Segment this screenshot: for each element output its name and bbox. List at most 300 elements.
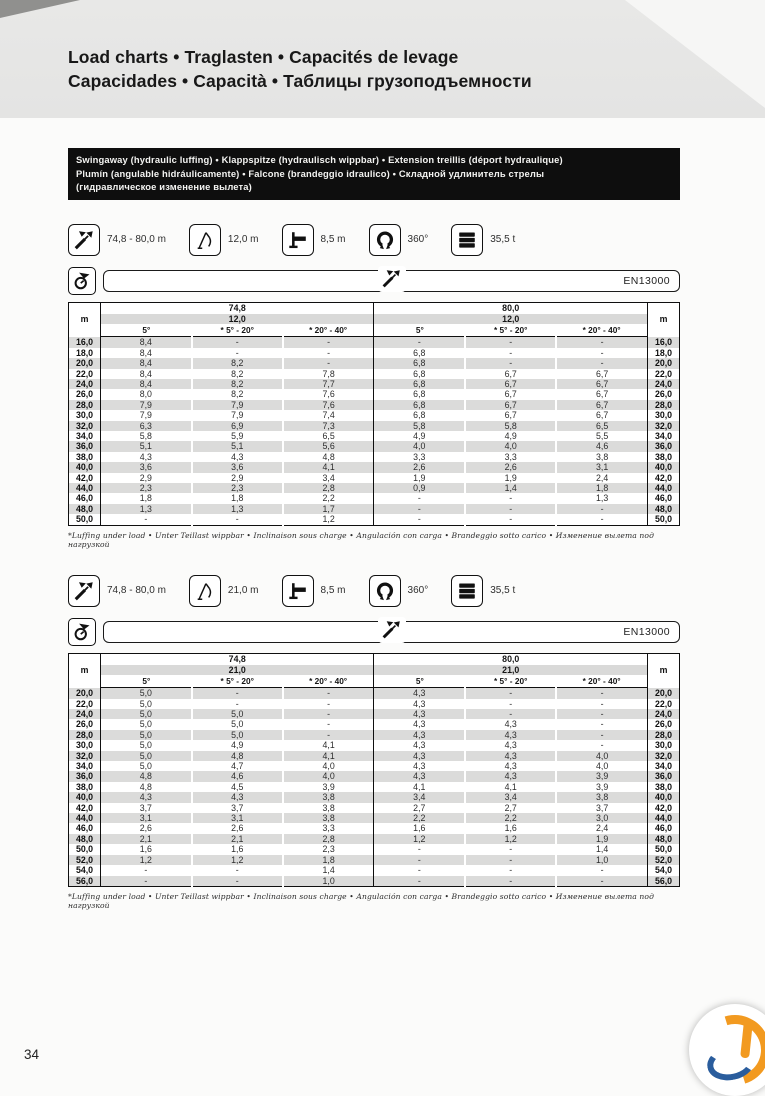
capacity-cell: - [465, 699, 556, 709]
radius-label: 46,0 [648, 493, 680, 503]
swingaway-boom-icon [378, 266, 406, 292]
capacity-cell: 5,1 [101, 441, 192, 451]
angle-header: * 20° - 40° [556, 324, 647, 337]
capacity-cell: 8,4 [139, 347, 152, 358]
table-row [69, 379, 680, 389]
capacity-cell: 6,8 [374, 358, 465, 368]
capacity-cell: 1,2 [465, 834, 556, 844]
table-row [69, 514, 680, 525]
standard-bar [103, 621, 680, 643]
capacity-cell: 4,6 [556, 441, 647, 451]
capacity-cell: 2,4 [556, 823, 647, 833]
radius-label: 52,0 [69, 855, 101, 865]
table-row [69, 452, 680, 462]
capacity-cell: - [101, 876, 192, 887]
capacity-cell: 2,4 [556, 473, 647, 483]
boom-extension-icon [68, 575, 100, 607]
table-row [69, 823, 680, 833]
capacity-cell: - [192, 876, 283, 887]
capacity-cell: 1,6 [374, 823, 465, 833]
capacity-cell: 2,3 [283, 844, 374, 854]
capacity-cell: 4,3 [465, 771, 556, 781]
angle-header: * 5° - 20° [465, 324, 556, 337]
radius-label: 28,0 [648, 730, 680, 740]
capacity-cell: 4,3 [465, 761, 556, 771]
capacity-cell: 8,4 [139, 368, 152, 379]
page-number: 34 [24, 1047, 40, 1062]
capacity-cell: 7,4 [283, 410, 374, 420]
boom-extension-icon [68, 224, 100, 256]
standard-bar [103, 270, 680, 292]
capacity-cell: 4,3 [139, 451, 152, 462]
capacity-cell: 3,1 [556, 462, 647, 472]
radius-label: 42,0 [648, 473, 680, 483]
capacity-cell: 4,5 [192, 782, 283, 792]
capacity-cell: 0,9 [374, 483, 465, 493]
banner-line1: Swingaway (hydraulic luffing) • Klappspitze (hydraulisch wippbar) • Extension treillis (déport hydraulique) [76, 154, 563, 165]
load-table [68, 653, 680, 887]
capacity-cell: 3,8 [283, 813, 374, 823]
table-row [69, 493, 680, 503]
capacity-cell: 3,9 [283, 782, 374, 792]
capacity-cell: 4,1 [283, 751, 374, 761]
capacity-cell: - [144, 514, 148, 525]
capacity-cell: 4,8 [101, 771, 192, 781]
boom-length-header: 80,0 [374, 302, 648, 314]
capacity-cell: 2,6 [139, 823, 152, 834]
capacity-cell: 1,9 [374, 473, 465, 483]
capacity-cell: - [556, 688, 647, 699]
capacity-cell: 5,0 [101, 709, 192, 719]
table-row [69, 751, 680, 761]
load-chart-section [68, 224, 680, 549]
boom-length-header: 80,0 [374, 653, 648, 665]
jib-length-header: 12,0 [374, 314, 648, 325]
spec-value: 74,8 - 80,0 m [107, 585, 166, 597]
spec-item [68, 575, 166, 607]
capacity-cell: - [556, 709, 647, 719]
capacity-cell: 6,7 [465, 369, 556, 379]
radius-label: 50,0 [648, 844, 680, 854]
radius-label: 30,0 [69, 740, 101, 750]
capacity-cell: - [374, 493, 465, 503]
capacity-cell: 4,3 [465, 719, 556, 729]
load-table-body [69, 337, 680, 525]
radius-label: 40,0 [648, 792, 680, 802]
capacity-cell: 4,0 [283, 761, 374, 771]
capacity-cell: - [465, 709, 556, 719]
radius-label: 36,0 [648, 771, 680, 781]
capacity-cell: 5,0 [139, 761, 152, 772]
table-row [69, 876, 680, 887]
capacity-cell: 1,6 [139, 844, 152, 855]
capacity-cell: - [465, 865, 556, 875]
configuration-banner [68, 148, 680, 200]
radius-label: 44,0 [648, 483, 680, 493]
capacity-cell: 3,7 [139, 802, 152, 813]
capacity-cell: 6,3 [101, 421, 192, 431]
angle-header-row [69, 675, 680, 688]
footnote: *Luffing under load • Unter Teillast wippbar • Inclinaison sous charge • Angulación con carga • Brandeggio sotto carico • Изменение вылета под нагрузкой [68, 530, 654, 549]
spec-value: 12,0 m [227, 234, 259, 246]
capacity-cell: 2,1 [101, 834, 192, 844]
standard-row [68, 618, 680, 646]
table-row [69, 719, 680, 729]
capacity-cell: 2,1 [192, 834, 283, 844]
capacity-cell: 1,3 [192, 504, 283, 514]
outrigger-base-icon [282, 575, 314, 607]
standard-label: EN13000 [623, 274, 670, 287]
radius-label: 18,0 [648, 348, 680, 358]
capacity-cell: 4,3 [465, 740, 556, 750]
radius-label: 44,0 [69, 483, 101, 493]
slew-range-icon [369, 224, 401, 256]
boom-header-row [69, 653, 680, 665]
capacity-cell: 8,0 [139, 389, 152, 400]
capacity-cell: - [465, 348, 556, 358]
table-row [69, 389, 680, 399]
capacity-cell: 3,4 [374, 792, 465, 802]
radius-label: 22,0 [648, 699, 680, 709]
capacity-cell: - [374, 865, 465, 875]
radius-label: 26,0 [69, 389, 101, 399]
capacity-cell: 4,3 [374, 688, 465, 699]
banner-line2: Plumín (angulable hidráulicamente) • Falcone (brandeggio idraulico) • Складной удлинитель стрелы [76, 167, 545, 179]
capacity-cell: - [556, 730, 647, 740]
capacity-cell: 6,7 [556, 400, 647, 410]
capacity-cell: 5,8 [374, 421, 465, 431]
page-title-line1: Load charts • Traglasten • Capacités de levage [68, 47, 459, 67]
radius-label: 22,0 [648, 369, 680, 379]
radius-label: 26,0 [648, 389, 680, 399]
jib-header-row [69, 314, 680, 325]
angle-header: * 20° - 40° [283, 675, 374, 688]
capacity-cell: 5,5 [556, 431, 647, 441]
table-row [69, 369, 680, 379]
capacity-cell: 2,6 [465, 462, 556, 472]
capacity-cell: 8,2 [192, 369, 283, 379]
capacity-cell: 4,3 [374, 699, 465, 709]
capacity-cell: 6,7 [465, 400, 556, 410]
counterweight-icon [451, 575, 483, 607]
angle-header: * 20° - 40° [556, 675, 647, 688]
scan-corner-light [565, 0, 765, 108]
capacity-cell: 5,0 [101, 688, 192, 699]
capacity-cell: 6,7 [556, 369, 647, 379]
capacity-cell: 4,3 [374, 771, 465, 781]
capacity-cell: 4,0 [556, 761, 647, 771]
capacity-cell: - [283, 337, 374, 348]
jib-length-header: 12,0 [101, 314, 374, 325]
capacity-cell: - [144, 865, 148, 876]
capacity-cell: 7,6 [283, 389, 374, 399]
radius-label: 46,0 [648, 823, 680, 833]
capacity-cell: 4,1 [283, 740, 374, 750]
angle-header-row [69, 324, 680, 337]
capacity-cell: 5,0 [139, 719, 152, 730]
spec-item [189, 575, 259, 607]
radius-label: 46,0 [69, 823, 101, 833]
capacity-cell: 4,3 [374, 709, 465, 719]
table-row [69, 771, 680, 781]
capacity-cell: 6,8 [374, 400, 465, 410]
radius-label: 34,0 [69, 761, 101, 771]
capacity-cell: 4,0 [283, 771, 374, 781]
table-row [69, 504, 680, 514]
capacity-cell: - [192, 514, 283, 525]
capacity-cell: 5,0 [101, 730, 192, 740]
page-title-line2: Capacidades • Capacità • Таблицы грузоподъемности [68, 70, 532, 91]
capacity-cell: 3,3 [283, 823, 374, 833]
capacity-cell: 7,3 [283, 421, 374, 431]
capacity-cell: - [192, 688, 283, 699]
table-row [69, 483, 680, 493]
capacity-cell: 4,3 [465, 730, 556, 740]
radius-label: 32,0 [648, 751, 680, 761]
capacity-cell: 4,9 [465, 431, 556, 441]
capacity-cell: 3,4 [283, 473, 374, 483]
table-row [69, 421, 680, 431]
capacity-cell: 4,3 [101, 792, 192, 802]
capacity-cell: 6,7 [556, 389, 647, 399]
capacity-cell: 6,7 [556, 410, 647, 420]
capacity-cell: - [465, 493, 556, 503]
capacity-cell: - [374, 876, 465, 887]
boom-header-row [69, 302, 680, 314]
radius-label: 38,0 [69, 452, 101, 462]
capacity-cell: 7,6 [283, 400, 374, 410]
spec-item [68, 224, 166, 256]
luffing-jib-icon [189, 575, 221, 607]
capacity-cell: 1,2 [192, 855, 283, 865]
capacity-cell: 5,0 [192, 719, 283, 729]
capacity-cell: - [465, 844, 556, 854]
table-row [69, 699, 680, 709]
capacity-cell: - [283, 730, 374, 740]
angle-header: * 5° - 20° [465, 675, 556, 688]
capacity-cell: 1,3 [556, 493, 647, 503]
jib-length-header: 21,0 [374, 665, 648, 676]
radius-label: 28,0 [69, 400, 101, 410]
radius-label: 42,0 [69, 803, 101, 813]
capacity-cell: 8,4 [101, 358, 192, 368]
radius-label: 18,0 [69, 348, 101, 358]
capacity-cell: 3,6 [101, 462, 192, 472]
table-row [69, 813, 680, 823]
radius-label: 32,0 [69, 751, 101, 761]
capacity-cell: 2,8 [283, 483, 374, 493]
banner-line3: (гидравлическое изменение вылета) [76, 181, 252, 193]
table-row [69, 709, 680, 719]
capacity-cell: - [556, 865, 647, 875]
capacity-cell: 1,8 [556, 483, 647, 493]
spec-row [68, 224, 680, 256]
capacity-cell: 6,7 [556, 379, 647, 389]
capacity-cell: 1,2 [283, 514, 374, 525]
capacity-cell: 4,3 [374, 740, 465, 750]
capacity-cell: 4,1 [374, 782, 465, 792]
table-row [69, 761, 680, 771]
capacity-cell: 1,6 [465, 823, 556, 833]
capacity-cell: 3,6 [192, 462, 283, 472]
spec-value: 74,8 - 80,0 m [107, 234, 166, 246]
capacity-cell: 4,3 [374, 761, 465, 771]
capacity-cell: - [283, 709, 374, 719]
capacity-cell: - [192, 865, 283, 875]
capacity-cell: 3,1 [101, 813, 192, 823]
angle-header: * 5° - 20° [192, 675, 283, 688]
capacity-cell: 4,3 [192, 452, 283, 462]
capacity-cell: 3,9 [556, 771, 647, 781]
capacity-cell: 2,2 [465, 813, 556, 823]
radius-label: 24,0 [648, 379, 680, 389]
capacity-cell: 2,2 [374, 813, 465, 823]
capacity-cell: - [465, 337, 556, 348]
radius-label: 50,0 [69, 514, 101, 525]
capacity-cell: 3,7 [192, 803, 283, 813]
load-table [68, 302, 680, 526]
radius-label: 36,0 [69, 441, 101, 451]
capacity-cell: 2,8 [283, 834, 374, 844]
radius-label: 50,0 [69, 844, 101, 854]
capacity-cell: 5,0 [101, 751, 192, 761]
capacity-cell: - [192, 337, 283, 348]
capacity-cell: - [374, 514, 465, 525]
capacity-cell: 3,7 [556, 803, 647, 813]
capacity-cell: 4,8 [192, 751, 283, 761]
capacity-cell: - [556, 514, 647, 525]
capacity-cell: 7,9 [192, 400, 283, 410]
radius-label: 32,0 [648, 421, 680, 431]
load-moment-limiter-icon [68, 267, 96, 295]
radius-label: 20,0 [69, 358, 101, 368]
angle-header: 5° [101, 324, 192, 337]
footnote: *Luffing under load • Unter Teillast wippbar • Inclinaison sous charge • Angulación con carga • Brandeggio sotto carico • Изменение вылета под нагрузкой [68, 891, 654, 910]
radius-label: 28,0 [69, 730, 101, 740]
capacity-cell: 4,8 [139, 781, 152, 792]
capacity-cell: 1,8 [139, 493, 152, 504]
radius-label: 38,0 [648, 452, 680, 462]
capacity-cell: 3,1 [192, 813, 283, 823]
spec-value: 35,5 t [490, 585, 516, 597]
radius-unit-header: m [69, 653, 101, 688]
capacity-cell: - [192, 348, 283, 358]
capacity-cell: 6,8 [374, 410, 465, 420]
capacity-cell: 3,8 [283, 803, 374, 813]
capacity-cell: 2,6 [192, 823, 283, 833]
radius-label: 34,0 [648, 761, 680, 771]
capacity-cell: - [283, 719, 374, 729]
capacity-cell: - [192, 699, 283, 709]
table-row [69, 400, 680, 410]
capacity-cell: 4,9 [374, 431, 465, 441]
jib-header-row [69, 665, 680, 676]
capacity-cell: 4,1 [283, 462, 374, 472]
radius-label: 42,0 [69, 473, 101, 483]
table-row [69, 792, 680, 802]
radius-label: 50,0 [648, 514, 680, 525]
spec-value: 21,0 m [227, 585, 259, 597]
spec-item [369, 224, 429, 256]
table-row [69, 865, 680, 875]
capacity-cell: - [556, 876, 647, 887]
radius-label: 30,0 [69, 410, 101, 420]
capacity-cell: 6,8 [374, 389, 465, 399]
capacity-cell: 5,0 [192, 709, 283, 719]
spec-value: 360° [407, 234, 429, 246]
capacity-cell: 4,7 [192, 761, 283, 771]
luffing-jib-icon [189, 224, 221, 256]
radius-unit-header: m [69, 302, 101, 337]
capacity-cell: - [465, 876, 556, 887]
capacity-cell: 2,3 [101, 483, 192, 493]
radius-label: 54,0 [69, 865, 101, 875]
capacity-cell: 6,8 [374, 379, 465, 389]
radius-label: 38,0 [648, 782, 680, 792]
capacity-cell: 8,2 [192, 389, 283, 399]
spec-row [68, 575, 680, 607]
table-row [69, 441, 680, 451]
capacity-cell: - [556, 348, 647, 358]
capacity-cell: - [556, 740, 647, 750]
radius-label: 44,0 [648, 813, 680, 823]
table-row [69, 740, 680, 750]
radius-unit-header: m [648, 653, 680, 688]
table-row [69, 348, 680, 358]
capacity-cell: 8,4 [101, 337, 192, 348]
capacity-cell: 7,7 [283, 379, 374, 389]
radius-label: 48,0 [648, 834, 680, 844]
capacity-cell: 4,3 [374, 719, 465, 729]
capacity-cell: - [283, 688, 374, 699]
capacity-cell: - [283, 348, 374, 358]
capacity-cell: 8,2 [192, 379, 283, 389]
radius-label: 34,0 [648, 431, 680, 441]
load-chart-section [68, 575, 680, 910]
radius-label: 30,0 [648, 740, 680, 750]
capacity-cell: - [283, 358, 374, 368]
capacity-cell: 3,8 [556, 452, 647, 462]
radius-label: 40,0 [69, 462, 101, 472]
capacity-cell: 2,3 [192, 483, 283, 493]
capacity-cell: 1,6 [192, 844, 283, 854]
capacity-cell: 6,5 [283, 431, 374, 441]
table-row [69, 803, 680, 813]
capacity-cell: 6,9 [192, 421, 283, 431]
radius-label: 48,0 [69, 504, 101, 514]
slew-range-icon [369, 575, 401, 607]
capacity-cell: 1,8 [192, 493, 283, 503]
capacity-cell: - [374, 844, 465, 854]
capacity-cell: 4,3 [192, 792, 283, 802]
capacity-cell: 4,9 [192, 740, 283, 750]
capacity-cell: 1,4 [556, 844, 647, 854]
capacity-cell: 3,9 [556, 782, 647, 792]
capacity-cell: - [374, 504, 465, 514]
radius-unit-header: m [648, 302, 680, 337]
radius-label: 44,0 [69, 813, 101, 823]
radius-label: 22,0 [69, 699, 101, 709]
table-row [69, 431, 680, 441]
capacity-cell: 5,0 [139, 740, 152, 751]
load-moment-limiter-icon [68, 618, 96, 646]
radius-label: 56,0 [648, 876, 680, 887]
spec-item [189, 224, 259, 256]
capacity-cell: 8,4 [101, 379, 192, 389]
radius-label: 36,0 [69, 771, 101, 781]
capacity-cell: - [465, 688, 556, 699]
radius-label: 22,0 [69, 369, 101, 379]
